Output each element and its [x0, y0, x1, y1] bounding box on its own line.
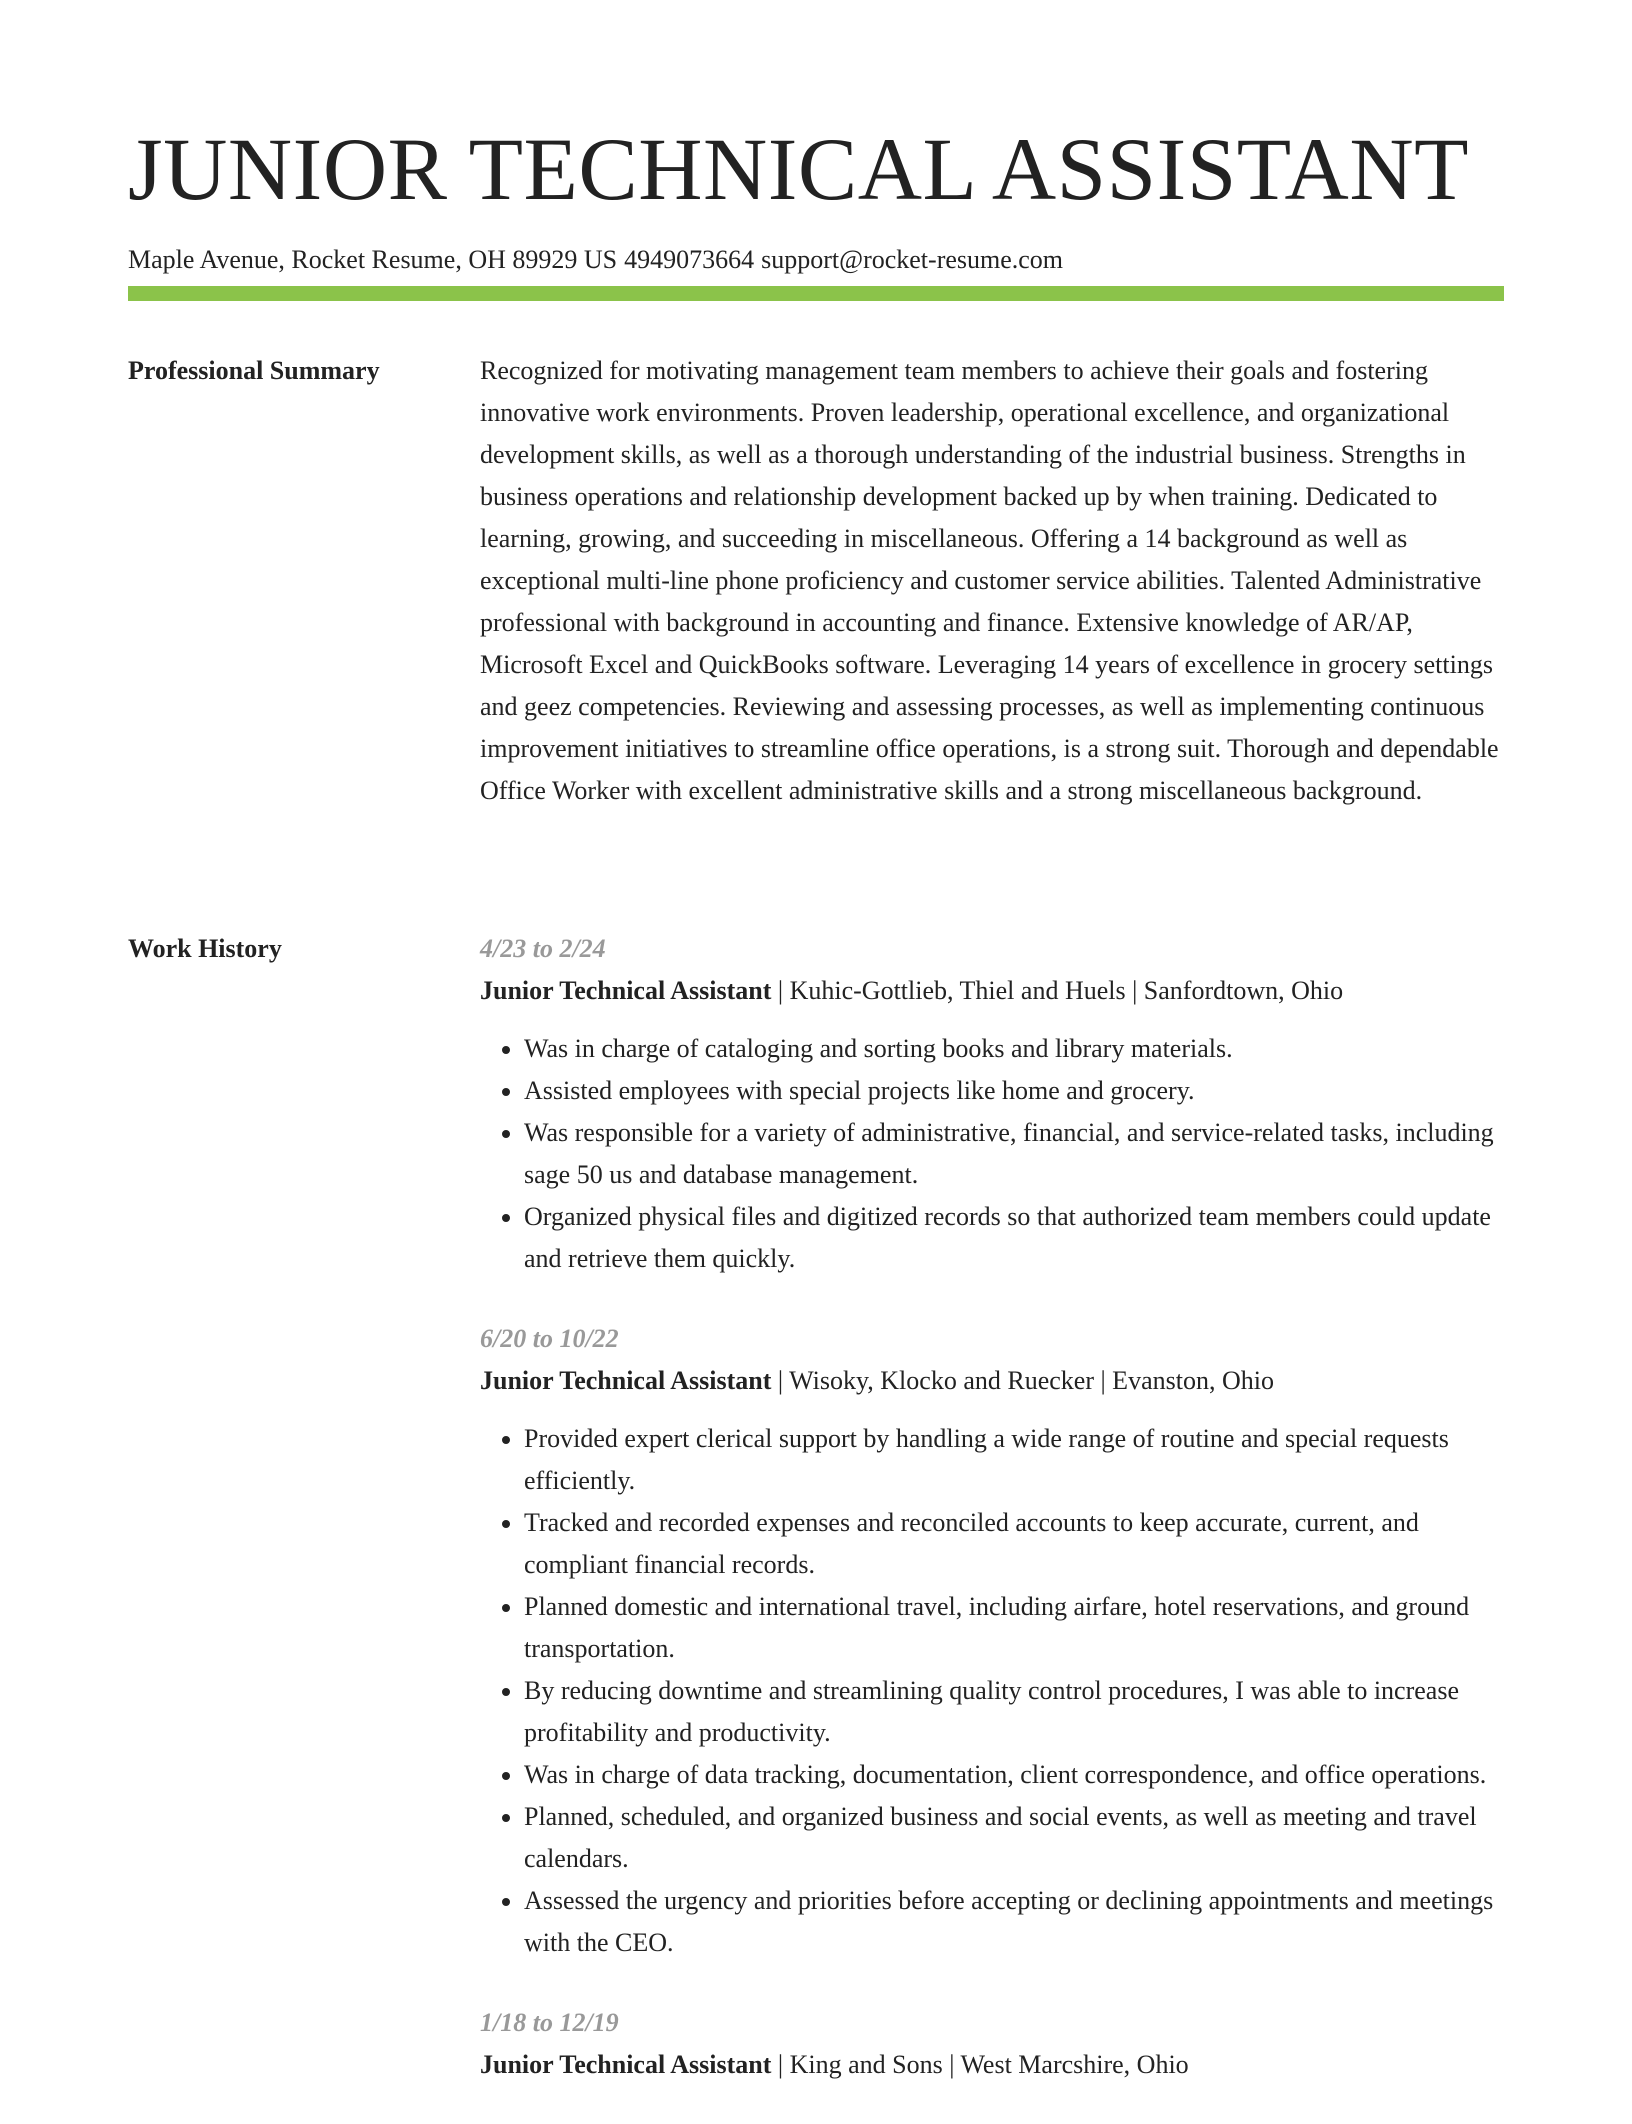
job-bullet-list	[480, 1418, 1504, 1964]
job-entry	[480, 1318, 1504, 1964]
job-title: Junior Technical Assistant	[480, 976, 772, 1005]
job-dates: 4/23 to 2/24	[480, 934, 606, 963]
job-title-line	[480, 1360, 1504, 1402]
header-divider	[128, 286, 1504, 301]
job-bullet: • Organized physical files and digitized records so that authorized team members could update and retrieve them quickly.	[524, 1196, 1504, 1280]
job-bullet: • Assessed the urgency and priorities before accepting or declining appointments and meetings with the CEO.	[524, 1880, 1504, 1964]
job-bullet: • Was responsible for a variety of administrative, financial, and service-related tasks, including sage 50 us and database management.	[524, 1112, 1504, 1196]
job-bullet: • Planned, scheduled, and organized business and social events, as well as meeting and travel calendars.	[524, 1796, 1504, 1880]
job-dates: 1/18 to 12/19	[480, 2008, 619, 2037]
job-details: | King and Sons | West Marcshire, Ohio	[771, 2050, 1189, 2079]
resume-header	[128, 118, 1504, 276]
job-bullet: • Assisted employees with special projects like home and grocery.	[524, 1070, 1504, 1112]
job-dates: 6/20 to 10/22	[480, 1324, 619, 1353]
job-title-line	[480, 970, 1504, 1012]
job-bullet-list	[480, 1028, 1504, 1280]
job-bullet: • Was in charge of cataloging and sorting books and library materials.	[524, 1028, 1504, 1070]
resume-name: JUNIOR TECHNICAL ASSISTANT	[128, 121, 1469, 219]
work-history-heading: Work History	[128, 934, 282, 963]
job-details: | Wisoky, Klocko and Ruecker | Evanston, Ohio	[771, 1366, 1274, 1395]
job-bullet: • By reducing downtime and streamlining quality control procedures, I was able to increase profitability and productivity.	[524, 1670, 1504, 1754]
job-bullet: • Planned domestic and international travel, including airfare, hotel reservations, and ground transportation.	[524, 1586, 1504, 1670]
job-details: | Kuhic-Gottlieb, Thiel and Huels | Sanfordtown, Ohio	[771, 976, 1344, 1005]
job-title: Junior Technical Assistant	[480, 2050, 772, 2079]
contact-line	[128, 244, 1504, 276]
work-history-body	[480, 928, 1504, 2124]
contact-email: support@rocket-resume.com	[761, 245, 1064, 274]
job-entry	[480, 928, 1504, 1280]
contact-phone: 4949073664	[624, 245, 755, 274]
contact-address: Maple Avenue, Rocket Resume, OH 89929 US	[128, 245, 618, 274]
summary-body	[480, 350, 1504, 812]
job-title: Junior Technical Assistant	[480, 1366, 772, 1395]
summary-text: Recognized for motivating management team members to achieve their goals and fostering innovative work environments. Proven leadership, operational excellence, and organizational development skills, as well as a thorough understanding of the industrial business. Strengths in business operations and relationship development backed up by when training. Dedicated to learning, growing, and succeeding in miscellaneous. Offering a 14 background as well as exceptional multi-line phone proficiency and customer service abilities. Talented Administrative professional with background in accounting and finance. Extensive knowledge of AR/AP, Microsoft Excel and QuickBooks software. Leveraging 14 years of excellence in grocery settings and geez competencies. Reviewing and assessing processes, as well as implementing continuous improvement initiatives to streamline office operations, is a strong suit. Thorough and dependable Office Worker with excellent administrative skills and a strong miscellaneous background.	[480, 356, 1499, 805]
work-history-section	[128, 928, 1504, 2112]
job-entry	[480, 2002, 1504, 2086]
job-bullet: • Tracked and recorded expenses and reconciled accounts to keep accurate, current, and compliant financial records.	[524, 1502, 1504, 1586]
job-bullet: • Provided expert clerical support by handling a wide range of routine and special requests efficiently.	[524, 1418, 1504, 1502]
summary-section	[128, 350, 1504, 900]
job-title-line	[480, 2044, 1504, 2086]
summary-heading: Professional Summary	[128, 356, 380, 385]
job-bullet: • Was in charge of data tracking, documentation, client correspondence, and office operations.	[524, 1754, 1504, 1796]
